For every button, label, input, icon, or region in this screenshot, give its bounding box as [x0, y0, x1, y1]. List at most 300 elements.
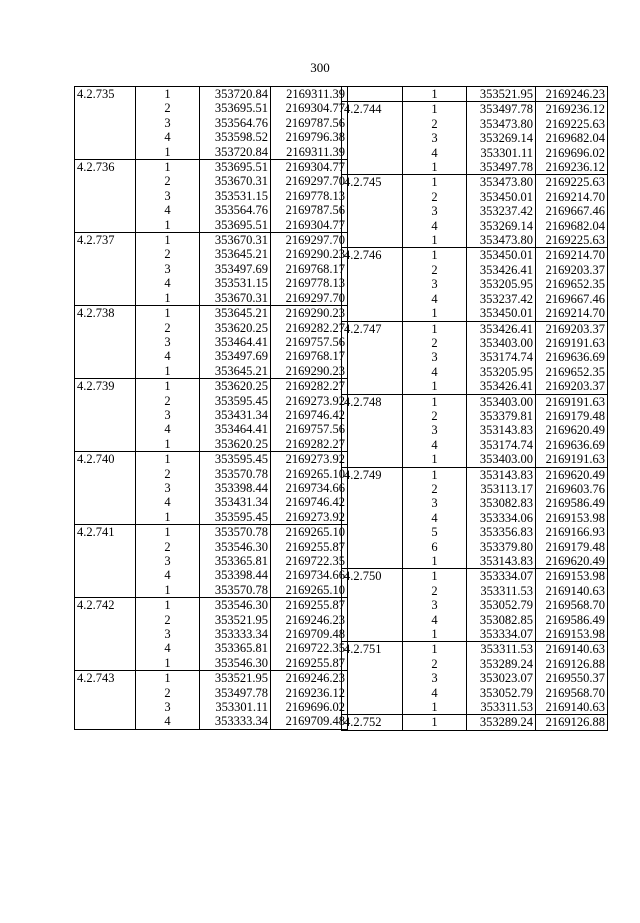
point-number-cell: 2 [136, 540, 200, 554]
point-number-cell: 3 [403, 204, 467, 218]
y-coordinate-cell: 2169304.77 [271, 101, 348, 115]
table-row [75, 379, 348, 394]
x-coordinate-cell: 353334.07 [467, 569, 536, 584]
parcel-id-cell [342, 423, 403, 437]
parcel-id-cell [342, 496, 403, 510]
table-body [75, 87, 348, 730]
x-coordinate-cell: 353289.24 [467, 715, 536, 730]
parcel-id-cell [75, 613, 136, 627]
x-coordinate-cell: 353497.69 [200, 262, 271, 276]
y-coordinate-cell: 2169796.38 [271, 130, 348, 144]
table-row [75, 540, 348, 554]
parcel-id-cell [75, 349, 136, 363]
table-row [75, 554, 348, 568]
parcel-id-cell: 4.2.736 [75, 160, 136, 175]
parcel-id-cell: 4.2.739 [75, 379, 136, 394]
table-row [75, 291, 348, 306]
table-row [75, 189, 348, 203]
x-coordinate-cell: 353052.79 [467, 686, 536, 700]
parcel-id-cell: 4.2.744 [342, 102, 403, 117]
y-coordinate-cell: 2169709.48 [271, 714, 348, 729]
y-coordinate-cell: 2169620.49 [536, 423, 608, 437]
parcel-id-cell [75, 203, 136, 217]
point-number-cell: 1 [403, 175, 467, 190]
y-coordinate-cell: 2169768.17 [271, 349, 348, 363]
x-coordinate-cell: 353546.30 [200, 598, 271, 613]
point-number-cell: 4 [136, 641, 200, 655]
y-coordinate-cell: 2169282.27 [271, 379, 348, 394]
x-coordinate-cell: 353205.95 [467, 277, 536, 291]
point-number-cell: 3 [136, 481, 200, 495]
table-row [75, 101, 348, 115]
x-coordinate-cell: 353379.80 [467, 540, 536, 554]
table-row [342, 160, 608, 175]
point-number-cell: 1 [403, 452, 467, 467]
table-row [342, 613, 608, 627]
x-coordinate-cell: 353670.31 [200, 291, 271, 306]
table-row [342, 657, 608, 671]
x-coordinate-cell: 353531.15 [200, 189, 271, 203]
y-coordinate-cell: 2169667.46 [536, 204, 608, 218]
x-coordinate-cell: 353334.07 [467, 627, 536, 642]
point-number-cell: 2 [136, 394, 200, 408]
x-coordinate-cell: 353595.45 [200, 394, 271, 408]
point-number-cell: 2 [403, 584, 467, 598]
table-row [342, 642, 608, 657]
parcel-id-cell [342, 452, 403, 467]
y-coordinate-cell: 2169636.69 [536, 438, 608, 452]
y-coordinate-cell: 2169696.02 [271, 700, 348, 714]
x-coordinate-cell: 353237.42 [467, 204, 536, 218]
point-number-cell: 1 [403, 321, 467, 336]
y-coordinate-cell: 2169297.70 [271, 291, 348, 306]
y-coordinate-cell: 2169734.66 [271, 568, 348, 582]
table-row [342, 394, 608, 409]
table-row [75, 335, 348, 349]
x-coordinate-cell: 353546.30 [200, 540, 271, 554]
point-number-cell: 1 [136, 656, 200, 671]
parcel-id-cell: 4.2.749 [342, 467, 403, 482]
parcel-id-cell [75, 218, 136, 233]
point-number-cell: 3 [136, 408, 200, 422]
parcel-id-cell [342, 131, 403, 145]
y-coordinate-cell: 2169191.63 [536, 452, 608, 467]
parcel-id-cell [342, 700, 403, 715]
table-row [342, 496, 608, 510]
table-row [75, 233, 348, 248]
point-number-cell: 1 [136, 583, 200, 598]
parcel-id-cell [342, 686, 403, 700]
x-coordinate-cell: 353403.00 [467, 452, 536, 467]
table-row [342, 482, 608, 496]
parcel-id-cell [75, 262, 136, 276]
parcel-id-cell: 4.2.738 [75, 306, 136, 321]
parcel-id-cell: 4.2.741 [75, 525, 136, 540]
table-row [75, 145, 348, 160]
table-row [75, 364, 348, 379]
table-row [75, 686, 348, 700]
y-coordinate-cell: 2169166.93 [536, 525, 608, 539]
x-coordinate-cell: 353720.84 [200, 87, 271, 102]
table-row [342, 700, 608, 715]
x-coordinate-cell: 353237.42 [467, 292, 536, 306]
x-coordinate-cell: 353269.14 [467, 131, 536, 145]
point-number-cell: 2 [403, 263, 467, 277]
y-coordinate-cell: 2169586.49 [536, 496, 608, 510]
x-coordinate-cell: 353143.83 [467, 467, 536, 482]
table-row [75, 87, 348, 102]
x-coordinate-cell: 353311.53 [467, 700, 536, 715]
y-coordinate-cell: 2169709.48 [271, 627, 348, 641]
y-coordinate-cell: 2169225.63 [536, 233, 608, 248]
point-number-cell: 4 [136, 130, 200, 144]
table-row [75, 568, 348, 582]
x-coordinate-cell: 353720.84 [200, 145, 271, 160]
x-coordinate-cell: 353174.74 [467, 438, 536, 452]
point-number-cell: 1 [136, 218, 200, 233]
y-coordinate-cell: 2169568.70 [536, 598, 608, 612]
table-row [342, 423, 608, 437]
y-coordinate-cell: 2169297.70 [271, 174, 348, 188]
table-row [342, 671, 608, 685]
parcel-id-cell [75, 656, 136, 671]
x-coordinate-cell: 353497.69 [200, 349, 271, 363]
y-coordinate-cell: 2169225.63 [536, 175, 608, 190]
x-coordinate-cell: 353269.14 [467, 219, 536, 233]
point-number-cell: 3 [136, 116, 200, 130]
point-number-cell: 2 [136, 467, 200, 481]
table-row [75, 174, 348, 188]
y-coordinate-cell: 2169682.04 [536, 131, 608, 145]
point-number-cell: 3 [403, 598, 467, 612]
x-coordinate-cell: 353052.79 [467, 598, 536, 612]
y-coordinate-cell: 2169140.63 [536, 642, 608, 657]
point-number-cell: 1 [136, 525, 200, 540]
y-coordinate-cell: 2169568.70 [536, 686, 608, 700]
table-row [342, 365, 608, 379]
table-row [342, 204, 608, 218]
parcel-id-cell [342, 292, 403, 306]
x-coordinate-cell: 353431.34 [200, 495, 271, 509]
point-number-cell: 1 [403, 87, 467, 102]
table-row [75, 247, 348, 261]
table-row [75, 627, 348, 641]
y-coordinate-cell: 2169768.17 [271, 262, 348, 276]
y-coordinate-cell: 2169290.23 [271, 306, 348, 321]
y-coordinate-cell: 2169179.48 [536, 540, 608, 554]
x-coordinate-cell: 353143.83 [467, 423, 536, 437]
point-number-cell: 4 [403, 438, 467, 452]
parcel-id-cell [342, 365, 403, 379]
y-coordinate-cell: 2169282.27 [271, 437, 348, 452]
parcel-id-cell [75, 641, 136, 655]
y-coordinate-cell: 2169265.10 [271, 583, 348, 598]
point-number-cell: 1 [136, 510, 200, 525]
parcel-id-cell [75, 130, 136, 144]
y-coordinate-cell: 2169255.87 [271, 598, 348, 613]
y-coordinate-cell: 2169311.39 [271, 145, 348, 160]
table-row [75, 525, 348, 540]
x-coordinate-cell: 353311.53 [467, 584, 536, 598]
y-coordinate-cell: 2169214.70 [536, 248, 608, 263]
parcel-id-cell [75, 700, 136, 714]
point-number-cell: 1 [403, 394, 467, 409]
page-number: 300 [310, 60, 330, 75]
parcel-id-cell: 4.2.751 [342, 642, 403, 657]
parcel-id-cell [342, 482, 403, 496]
point-number-cell: 1 [136, 291, 200, 306]
y-coordinate-cell: 2169652.35 [536, 365, 608, 379]
parcel-id-cell: 4.2.746 [342, 248, 403, 263]
table-row [342, 321, 608, 336]
table-row [342, 540, 608, 554]
y-coordinate-cell: 2169191.63 [536, 336, 608, 350]
point-number-cell: 1 [403, 233, 467, 248]
x-coordinate-cell: 353365.81 [200, 641, 271, 655]
parcel-id-cell: 4.2.747 [342, 321, 403, 336]
parcel-id-cell: 4.2.740 [75, 452, 136, 467]
table-row [75, 700, 348, 714]
parcel-id-cell [342, 336, 403, 350]
x-coordinate-cell: 353113.17 [467, 482, 536, 496]
x-coordinate-cell: 353473.80 [467, 233, 536, 248]
point-number-cell: 2 [403, 117, 467, 131]
y-coordinate-cell: 2169304.77 [271, 218, 348, 233]
point-number-cell: 1 [136, 379, 200, 394]
parcel-id-cell: 4.2.748 [342, 394, 403, 409]
x-coordinate-cell: 353695.51 [200, 218, 271, 233]
y-coordinate-cell: 2169778.13 [271, 276, 348, 290]
table-row [75, 203, 348, 217]
x-coordinate-cell: 353426.41 [467, 321, 536, 336]
parcel-id-cell [75, 189, 136, 203]
x-coordinate-cell: 353379.81 [467, 409, 536, 423]
parcel-id-cell [342, 554, 403, 569]
x-coordinate-cell: 353473.80 [467, 117, 536, 131]
table-row [75, 160, 348, 175]
y-coordinate-cell: 2169273.92 [271, 452, 348, 467]
table-row [342, 87, 608, 102]
point-number-cell: 4 [136, 568, 200, 582]
x-coordinate-cell: 353334.06 [467, 511, 536, 525]
table-row [75, 671, 348, 686]
point-number-cell: 1 [136, 437, 200, 452]
table-row [75, 130, 348, 144]
point-number-cell: 1 [136, 145, 200, 160]
x-coordinate-cell: 353301.11 [200, 700, 271, 714]
coordinates-table-left [74, 86, 348, 730]
point-number-cell: 2 [403, 482, 467, 496]
table-row [342, 569, 608, 584]
x-coordinate-cell: 353598.52 [200, 130, 271, 144]
table-row [342, 467, 608, 482]
table-row [342, 409, 608, 423]
x-coordinate-cell: 353426.41 [467, 379, 536, 394]
table-row [75, 276, 348, 290]
parcel-id-cell [75, 394, 136, 408]
y-coordinate-cell: 2169214.70 [536, 190, 608, 204]
table-body [342, 87, 608, 731]
x-coordinate-cell: 353620.25 [200, 379, 271, 394]
parcel-id-cell [342, 409, 403, 423]
table-row [342, 598, 608, 612]
x-coordinate-cell: 353670.31 [200, 174, 271, 188]
x-coordinate-cell: 353205.95 [467, 365, 536, 379]
y-coordinate-cell: 2169550.37 [536, 671, 608, 685]
parcel-id-cell [342, 190, 403, 204]
table-row [342, 263, 608, 277]
parcel-id-cell [75, 101, 136, 115]
y-coordinate-cell: 2169153.98 [536, 511, 608, 525]
parcel-id-cell [342, 613, 403, 627]
x-coordinate-cell: 353497.78 [200, 686, 271, 700]
point-number-cell: 1 [403, 306, 467, 321]
parcel-id-cell [342, 233, 403, 248]
parcel-id-cell [342, 657, 403, 671]
x-coordinate-cell: 353645.21 [200, 306, 271, 321]
y-coordinate-cell: 2169153.98 [536, 569, 608, 584]
x-coordinate-cell: 353497.78 [467, 160, 536, 175]
y-coordinate-cell: 2169696.02 [536, 146, 608, 160]
table-row [75, 598, 348, 613]
point-number-cell: 3 [403, 496, 467, 510]
y-coordinate-cell: 2169265.10 [271, 467, 348, 481]
parcel-id-cell [75, 554, 136, 568]
x-coordinate-cell: 353333.34 [200, 627, 271, 641]
parcel-id-cell [342, 671, 403, 685]
parcel-id-cell: 4.2.750 [342, 569, 403, 584]
x-coordinate-cell: 353431.34 [200, 408, 271, 422]
parcel-id-cell [342, 438, 403, 452]
table-row [75, 583, 348, 598]
point-number-cell: 2 [136, 613, 200, 627]
point-number-cell: 3 [136, 627, 200, 641]
point-number-cell: 2 [403, 190, 467, 204]
y-coordinate-cell: 2169246.23 [271, 613, 348, 627]
x-coordinate-cell: 353570.78 [200, 583, 271, 598]
x-coordinate-cell: 353333.34 [200, 714, 271, 729]
table-row [75, 613, 348, 627]
point-number-cell: 1 [403, 627, 467, 642]
point-number-cell: 1 [136, 598, 200, 613]
parcel-id-cell [342, 525, 403, 539]
point-number-cell: 3 [136, 335, 200, 349]
y-coordinate-cell: 2169290.23 [271, 247, 348, 261]
x-coordinate-cell: 353595.45 [200, 452, 271, 467]
x-coordinate-cell: 353695.51 [200, 101, 271, 115]
x-coordinate-cell: 353531.15 [200, 276, 271, 290]
y-coordinate-cell: 2169273.92 [271, 510, 348, 525]
table-row [342, 584, 608, 598]
x-coordinate-cell: 353564.76 [200, 116, 271, 130]
x-coordinate-cell: 353301.11 [467, 146, 536, 160]
point-number-cell: 4 [136, 714, 200, 729]
table-row [342, 511, 608, 525]
x-coordinate-cell: 353620.25 [200, 321, 271, 335]
point-number-cell: 1 [136, 671, 200, 686]
parcel-id-cell [342, 627, 403, 642]
x-coordinate-cell: 353473.80 [467, 175, 536, 190]
point-number-cell: 2 [136, 101, 200, 115]
table-row [75, 422, 348, 436]
parcel-id-cell: 4.2.752 [342, 715, 403, 730]
x-coordinate-cell: 353497.78 [467, 102, 536, 117]
x-coordinate-cell: 353595.45 [200, 510, 271, 525]
x-coordinate-cell: 353564.76 [200, 203, 271, 217]
point-number-cell: 2 [136, 174, 200, 188]
y-coordinate-cell: 2169757.56 [271, 422, 348, 436]
table-row [75, 306, 348, 321]
parcel-id-cell [75, 686, 136, 700]
x-coordinate-cell: 353450.01 [467, 248, 536, 263]
y-coordinate-cell: 2169126.88 [536, 715, 608, 730]
parcel-id-cell [342, 277, 403, 291]
point-number-cell: 2 [403, 336, 467, 350]
point-number-cell: 1 [403, 642, 467, 657]
table-row [342, 277, 608, 291]
x-coordinate-cell: 353356.83 [467, 525, 536, 539]
table-row [342, 131, 608, 145]
y-coordinate-cell: 2169787.56 [271, 203, 348, 217]
point-number-cell: 2 [136, 686, 200, 700]
table-row [342, 175, 608, 190]
point-number-cell: 4 [403, 686, 467, 700]
x-coordinate-cell: 353570.78 [200, 525, 271, 540]
point-number-cell: 3 [136, 700, 200, 714]
table-row [75, 510, 348, 525]
x-coordinate-cell: 353570.78 [200, 467, 271, 481]
point-number-cell: 3 [403, 131, 467, 145]
parcel-id-cell: 4.2.735 [75, 87, 136, 102]
table-row [342, 102, 608, 117]
table-row [342, 715, 608, 730]
parcel-id-cell [342, 540, 403, 554]
y-coordinate-cell: 2169236.12 [536, 160, 608, 175]
y-coordinate-cell: 2169236.12 [536, 102, 608, 117]
parcel-id-cell [75, 714, 136, 729]
point-number-cell: 1 [403, 569, 467, 584]
point-number-cell: 1 [403, 248, 467, 263]
parcel-id-cell [75, 116, 136, 130]
point-number-cell: 1 [136, 364, 200, 379]
parcel-id-cell [75, 568, 136, 582]
parcel-id-cell [342, 379, 403, 394]
parcel-id-cell [342, 204, 403, 218]
parcel-id-cell [75, 422, 136, 436]
table-row [342, 306, 608, 321]
y-coordinate-cell: 2169255.87 [271, 656, 348, 671]
point-number-cell: 1 [403, 715, 467, 730]
x-coordinate-cell: 353403.00 [467, 394, 536, 409]
point-number-cell: 1 [403, 467, 467, 482]
y-coordinate-cell: 2169636.69 [536, 350, 608, 364]
parcel-id-cell [342, 87, 403, 102]
x-coordinate-cell: 353521.95 [200, 613, 271, 627]
x-coordinate-cell: 353695.51 [200, 160, 271, 175]
table-row [342, 292, 608, 306]
y-coordinate-cell: 2169203.37 [536, 263, 608, 277]
x-coordinate-cell: 353398.44 [200, 481, 271, 495]
point-number-cell: 2 [403, 657, 467, 671]
parcel-id-cell [342, 306, 403, 321]
x-coordinate-cell: 353082.83 [467, 496, 536, 510]
point-number-cell: 1 [136, 233, 200, 248]
y-coordinate-cell: 2169225.63 [536, 117, 608, 131]
table-row [75, 656, 348, 671]
x-coordinate-cell: 353620.25 [200, 437, 271, 452]
parcel-id-cell [75, 408, 136, 422]
x-coordinate-cell: 353082.85 [467, 613, 536, 627]
